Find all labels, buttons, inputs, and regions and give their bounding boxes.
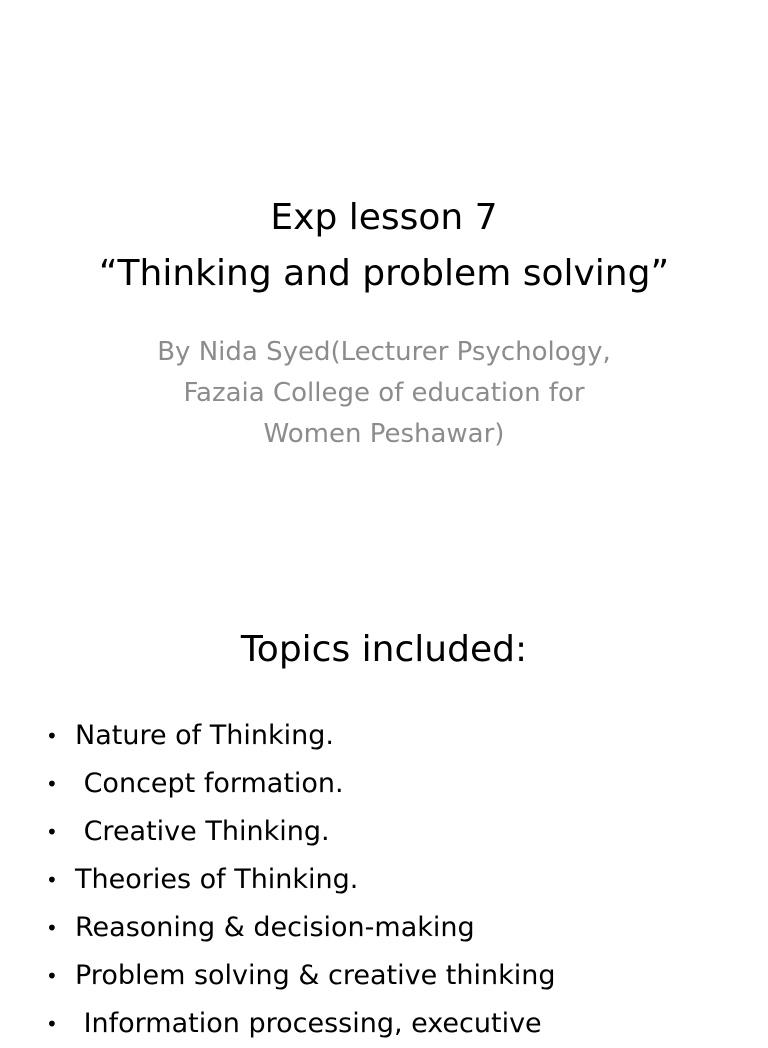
- topic-item: [46, 904, 555, 952]
- topic-item: [46, 952, 555, 1000]
- topic-label: Problem solving & creative thinking: [75, 960, 556, 991]
- subtitle-line-2: Fazaia College of education for: [183, 378, 585, 408]
- topic-label: Information processing, executive: [75, 1008, 542, 1039]
- subtitle-line-1: By Nida Syed(Lecturer Psychology,: [157, 337, 611, 367]
- topic-label: Creative Thinking.: [75, 816, 330, 847]
- bullet-icon: •: [46, 820, 58, 844]
- topics-slide: [0, 576, 768, 1039]
- topic-item: [46, 760, 555, 808]
- title-line-2: “Thinking and problem solving”: [98, 253, 670, 294]
- topic-item: [46, 856, 555, 904]
- bullet-icon: •: [46, 1012, 58, 1036]
- topic-label: Reasoning & decision-making: [75, 912, 475, 943]
- bullet-icon: •: [46, 964, 58, 988]
- slide-title: [0, 190, 768, 302]
- topics-list: [46, 712, 555, 1048]
- bullet-icon: •: [46, 916, 58, 940]
- topic-label: Theories of Thinking.: [75, 864, 359, 895]
- bullet-icon: •: [46, 724, 58, 748]
- topic-item: [46, 808, 555, 856]
- topic-label: Nature of Thinking.: [75, 720, 334, 751]
- topics-heading: Topics included:: [240, 629, 528, 670]
- bullet-icon: •: [46, 772, 58, 796]
- slide-subtitle: [0, 332, 768, 455]
- subtitle-line-3: Women Peshawar): [263, 419, 505, 449]
- bullet-icon: •: [46, 868, 58, 892]
- topic-label: Concept formation.: [75, 768, 344, 799]
- title-line-1: Exp lesson 7: [270, 197, 498, 238]
- topic-item: [46, 712, 555, 760]
- topic-item: [46, 1000, 555, 1048]
